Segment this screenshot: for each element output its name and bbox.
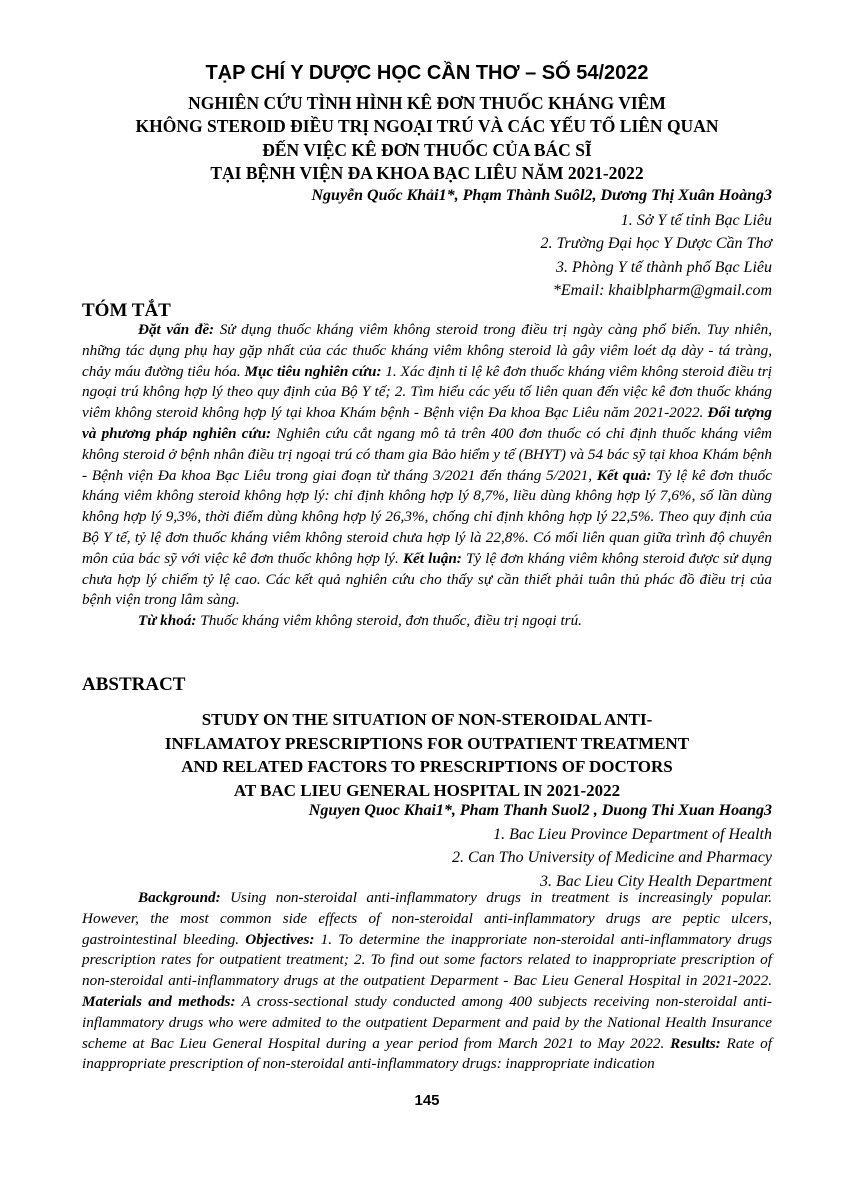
en-abstract-heading: ABSTRACT (82, 674, 186, 695)
text: Sử dụng thuốc kháng viêm không steroid trong điều trị ngày càng phổ biến. Tuy nhiên, những tác dụng phụ hay gặp nhất của các thuốc kháng viêm không steroid là gây viêm loét dạ dày - tá tràng, chảy máu đường tiêu hóa. (82, 321, 772, 380)
affiliation: 3. Bac Lieu City Health Department (540, 872, 772, 890)
label: Đặt vấn đề: (138, 321, 215, 338)
keywords: Thuốc kháng viêm không steroid, đơn thuốc, điều trị ngoại trú. (196, 612, 582, 630)
label: Đối tượng và phương pháp nghiên cứu: (82, 404, 772, 442)
affiliation: 3. Phòng Y tế thành phố Bạc Liêu (556, 258, 772, 276)
vi-title (82, 92, 772, 185)
text: Tỷ lệ đơn kháng viêm không steroid được sử dụng chưa hợp lý chiếm tỷ lệ cao. Các kết quả nghiên cứu cho thấy sự cần thiết phải tuân thủ phác đồ điều trị của bệnh viện trong lâm sàng. (82, 549, 773, 609)
vi-abstract (82, 320, 772, 632)
text: Tỷ lệ kê đơn thuốc kháng viêm không steroid không hợp lý: chỉ định không hợp lý 8,7%, liều dùng không hợp lý 7,6%, số lần dùng không hợp lý 9,3%, thời điểm dùng không hợp lý 26,3%, chống chỉ định không hợp lý 22,5%. Theo quy định của Bộ Y tế, tỷ lệ đơn thuốc kháng viêm không steroid chưa hợp lý là 22,8%. Có mối liên quan giữa trình độ chuyên môn của bác sỹ với việc kê đơn thuốc không hợp lý. (82, 466, 772, 567)
label: Kết quả: (596, 466, 652, 484)
text: 1. Xác định tỉ lệ kê đơn thuốc kháng viêm không steroid điều trị ngoại trú không hợp lý theo quy định của Bộ Y tế; 2. Tìm hiểu các yếu tố liên quan đến việc kê đơn thuốc kháng viêm không steroid không hợp lý tại khoa Khám bệnh - Bệnh viện Đa khoa Bạc Liêu năm 2021-2022. (82, 362, 772, 422)
en-title (82, 708, 772, 802)
en-title-line: STUDY ON THE SITUATION OF NON-STEROIDAL ANTI- (201, 710, 653, 729)
en-title-line: AND RELATED FACTORS TO PRESCRIPTIONS OF DOCTORS (181, 757, 673, 776)
text: A cross-sectional study conducted among 400 subjects receiving non-steroidal anti-inflammatory drugs who were admited to the outpatient Deparment and paid by the National Health Insurance scheme at Bac Lieu General Hospital during a year period from March 2021 to May 2022. (82, 992, 772, 1052)
journal-header: TẠP CHÍ Y DƯỢC HỌC CẦN THƠ – SỐ 54/2022 (205, 62, 649, 84)
en-authors: Nguyen Quoc Khai1*, Pham Thanh Suol2 , Duong Thi Xuan Hoang3 (308, 802, 772, 819)
vi-title-line: NGHIÊN CỨU TÌNH HÌNH KÊ ĐƠN THUỐC KHÁNG VIÊM (188, 93, 666, 113)
affiliation: 1. Bac Lieu Province Department of Health (493, 826, 772, 843)
vi-authors: Nguyễn Quốc Khải1*, Phạm Thành Suôl2, Dương Thị Xuân Hoàng3 (311, 187, 772, 204)
text: Rate of inappropriate prescription of non-steroidal anti-inflammatory drugs: inappropriate indication (82, 1034, 772, 1073)
label: Background: (138, 889, 221, 906)
label: Kết luận: (402, 549, 462, 567)
text: Using non-steroidal anti-inflammatory drugs in treatment is increasingly popular. However, the most common side effects of non-steroidal anti-inflammatory drugs are peptic ulcers, gastrointestinal bleeding. (82, 889, 772, 948)
text: Nghiên cứu cắt ngang mô tả trên 400 đơn thuốc có chỉ định thuốc kháng viêm không steroid ở bệnh nhân điều trị ngoại trú có tham gia Bảo hiểm y tế (BHYT) và 54 bác sỹ tại khoa Khám bệnh - Bệnh viện Đa khoa Bạc Liêu trong giai đoạn từ tháng 3/2021 đến tháng 5/2021, (82, 424, 772, 484)
label: Materials and methods: (82, 992, 236, 1010)
label: Objectives: (245, 930, 315, 948)
affiliation: 2. Can Tho University of Medicine and Pharmacy (452, 849, 772, 867)
email: *Email: khaiblpharm@gmail.com (552, 281, 772, 299)
page-number: 145 (414, 1092, 440, 1109)
vi-abstract-heading: TÓM TẮT (82, 300, 171, 321)
keywords-label: Từ khoá: (138, 612, 197, 630)
en-abstract (82, 888, 772, 1075)
vi-title-line: ĐẾN VIỆC KÊ ĐƠN THUỐC CỦA BÁC SĨ (262, 139, 592, 160)
label: Mục tiêu nghiên cứu: (244, 362, 382, 380)
en-title-line: INFLAMATOY PRESCRIPTIONS FOR OUTPATIENT TREATMENT (164, 733, 690, 753)
en-affiliations (82, 823, 772, 893)
text: 1. To determine the inapproriate non-steroidal anti-inflammatory drugs prescription rates for outpatient treatment; 2. To find out some factors related to inappropriate prescription of non-steroidal anti-inflammatory drugs at the outpatient Deparment - Bac Lieu General Hospital in 2021-2022. (82, 930, 772, 990)
affiliation: 1. Sở Y tế tỉnh Bạc Liêu (620, 212, 772, 229)
vi-title-line: TẠI BỆNH VIỆN ĐA KHOA BẠC LIÊU NĂM 2021-2022 (210, 162, 644, 183)
label: Results: (670, 1034, 721, 1052)
vi-title-line: KHÔNG STEROID ĐIỀU TRỊ NGOẠI TRÚ VÀ CÁC YẾU TỐ LIÊN QUAN (135, 116, 719, 137)
en-title-line: AT BAC LIEU GENERAL HOSPITAL IN 2021-2022 (233, 780, 621, 800)
vi-affiliations (82, 209, 772, 302)
affiliation: 2. Trường Đại học Y Dược Cần Thơ (540, 235, 772, 253)
vi-keywords (82, 611, 772, 632)
